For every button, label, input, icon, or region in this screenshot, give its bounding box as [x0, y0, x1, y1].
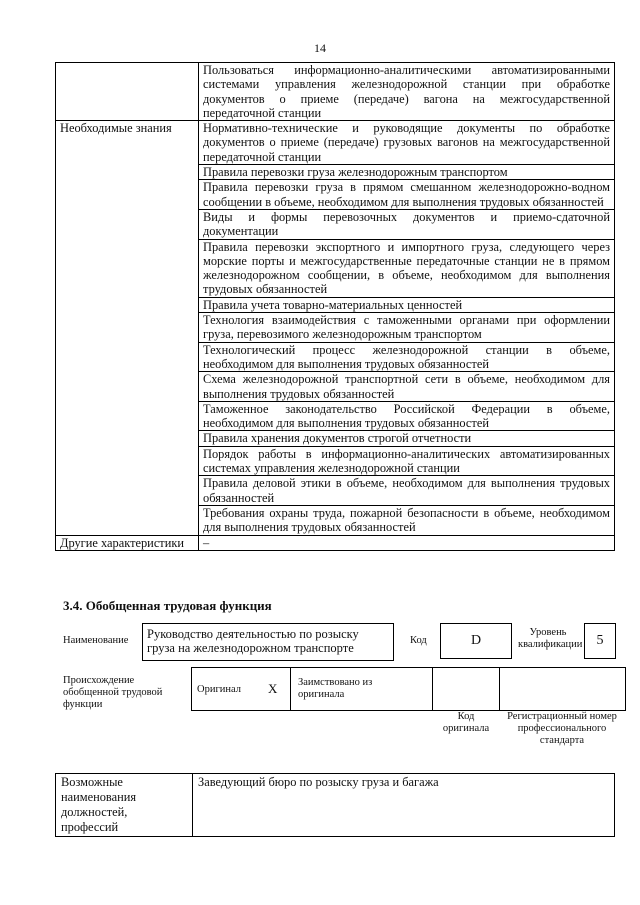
row-item: Таможенное законодательство Российской Федерации в объеме, необходимом для выполнения трудовых обязанностей: [199, 401, 615, 431]
code-label: Код: [410, 635, 427, 646]
knowledge-table: [55, 62, 615, 551]
code-value: D: [440, 623, 512, 659]
row-item: –: [199, 535, 615, 550]
table-row: [56, 121, 615, 165]
name-label: Наименование: [63, 635, 129, 646]
row-item: Технологический процесс железнодорожной станции в объеме, необходимом для выполнения трудовых обязанностей: [199, 342, 615, 372]
reg-number-label: Регистрационный номер профессионального стандарта: [507, 711, 617, 746]
row-item: Правила перевозки груза железнодорожным транспортом: [199, 165, 615, 180]
name-value: Руководство деятельностью по розыску груза на железнодорожном транспорте: [147, 627, 359, 655]
original-label: Оригинал: [197, 684, 241, 695]
table-row: [56, 535, 615, 550]
level-value: 5: [584, 623, 616, 659]
row-item: Требования охраны труда, пожарной безопасности в объеме, необходимом для выполнения трудовых обязанностей: [199, 505, 615, 535]
table-row: [56, 774, 615, 837]
borrowed-label: Заимствовано из оригинала: [298, 677, 373, 700]
row-item: Правила перевозки экспортного и импортного груза, следующего через морские порты и межгосударственные передаточные станции не в прямом железнодорожном сообщении, в объеме, необходимом для выполнения трудовых обязанностей: [199, 239, 615, 297]
row-item: Правила хранения документов строгой отчетности: [199, 431, 615, 446]
positions-value: Заведующий бюро по розыску груза и багажа: [193, 774, 615, 837]
row-label: Другие характеристики: [56, 535, 199, 550]
section-title: 3.4. Обобщенная трудовая функция: [63, 598, 272, 613]
row-item: Технология взаимодействия с таможенными органами при оформлении груза, перевозимого железнодорожным транспортом: [199, 313, 615, 343]
row-label: [56, 63, 199, 121]
positions-label: Возможные наименования должностей, профессий: [56, 774, 193, 837]
row-item: Правила деловой этики в объеме, необходимом для выполнения трудовых обязанностей: [199, 476, 615, 506]
row-item: Правила учета товарно-материальных ценностей: [199, 297, 615, 312]
row-item: Нормативно-технические и руководящие документы по обработке документов о приеме (передаче) грузовых вагонов на межгосударственной передаточной станции: [199, 121, 615, 165]
original-mark: X: [268, 681, 278, 696]
row-item: Пользоваться информационно-аналитическими автоматизированными системами управления железнодорожной станции при обработке документов о приеме (передаче) вагона на межгосударственной передаточной станции: [199, 63, 615, 121]
code-original-label: Код оригинала: [442, 711, 490, 734]
row-label: Необходимые знания: [56, 121, 199, 535]
page-number: 14: [314, 41, 326, 55]
row-item: Схема железнодорожной транспортной сети в объеме, необходимом для выполнения трудовых обязанностей: [199, 372, 615, 402]
positions-table: [55, 773, 615, 837]
row-item: Правила перевозки груза в прямом смешанном железнодорожно-водном сообщении в объеме, необходимом для выполнения трудовых обязанностей: [199, 180, 615, 210]
origin-label: Происхождение обобщенной трудовой функции: [63, 675, 163, 710]
table-row: [56, 63, 615, 121]
name-value-box: [142, 623, 394, 661]
level-label: Уровень квалификации: [518, 627, 583, 650]
row-item: Порядок работы в информационно-аналитических автоматизированных системах управления железнодорожной станции: [199, 446, 615, 476]
row-item: Виды и формы перевозочных документов и приемо-сдаточной документации: [199, 209, 615, 239]
